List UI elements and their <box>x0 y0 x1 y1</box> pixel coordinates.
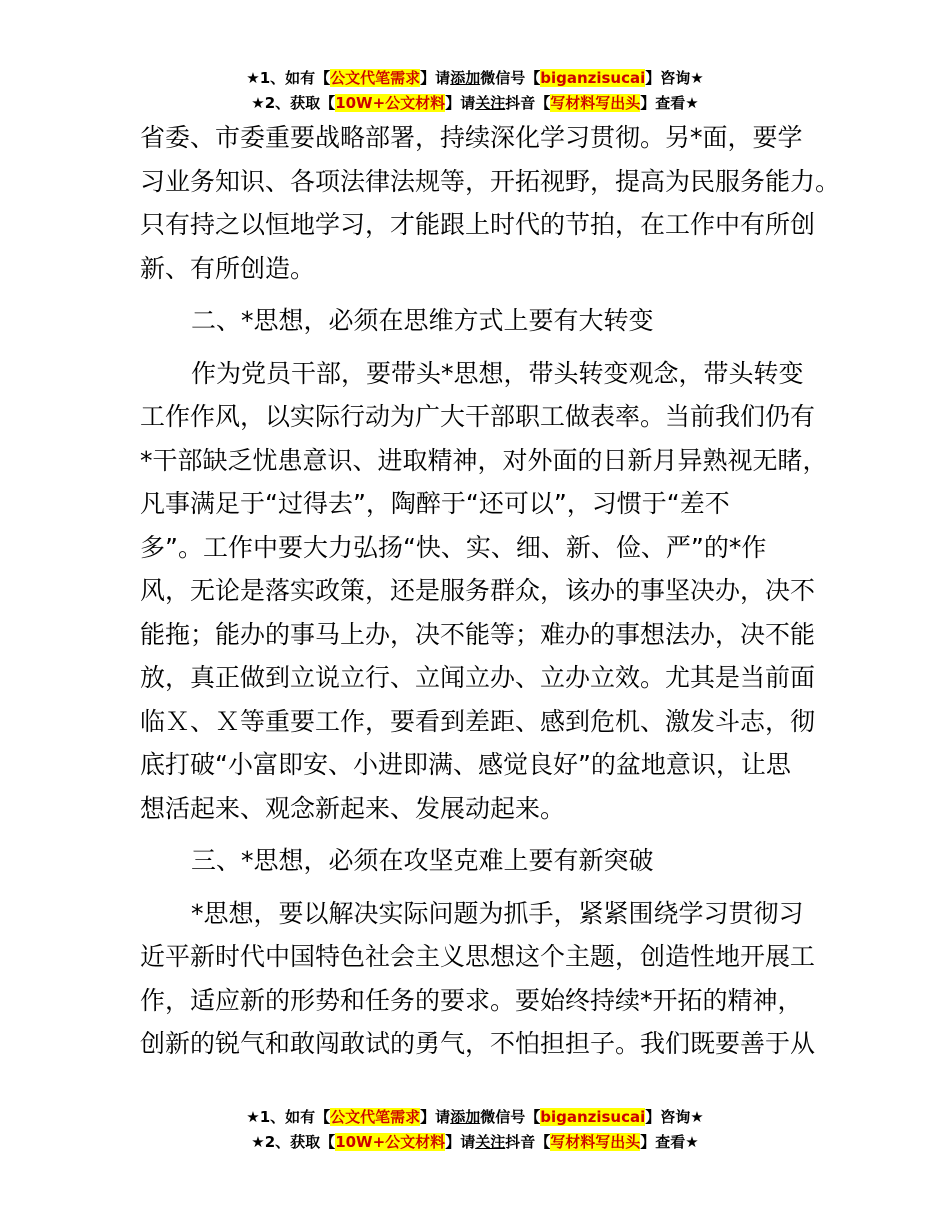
banner-highlight: biganzisucai <box>540 1108 646 1126</box>
banner-text: 】查看★ <box>640 94 699 112</box>
text-line: 作，适应新的形势和任务的要求。要始终持续*开拓的精神， <box>140 985 803 1015</box>
banner-text: 微信号【 <box>480 1108 541 1126</box>
banner-text: 】请 <box>445 1133 476 1151</box>
banner-text: 】请 <box>420 1108 451 1126</box>
banner-text: 微信号【 <box>480 69 541 87</box>
paragraph-1 <box>140 116 841 290</box>
text-line: *干部缺乏忧患意识、进取精神，对外面的日新月异熟视无睹， <box>140 445 828 475</box>
heading-text: 二、*思想，必须在思维方式上要有大转变 <box>191 306 654 335</box>
text-line: 多”。工作中要大力弘扬“快、实、细、新、俭、严”的*作 <box>140 532 767 562</box>
banner-highlight: 公文代笔需求 <box>330 1108 421 1126</box>
text-line: 风，无论是落实政策，还是服务群众，该办的事坚决办，决不 <box>140 576 816 605</box>
text-line: 习业务知识、各项法律法规等，开拓视野，提高为民服务能力。 <box>140 166 841 196</box>
banner-underline: 关注 <box>475 94 506 112</box>
banner-text: ★1、如有【 <box>246 1108 331 1126</box>
banner-highlight: 写材料写出头 <box>550 1133 641 1151</box>
banner-highlight: 10W+公文材料 <box>335 1133 446 1151</box>
banner-text: 】请 <box>420 69 451 87</box>
banner-text: ★2、获取【 <box>251 94 336 112</box>
banner-highlight: 公文代笔需求 <box>330 69 421 87</box>
banner-line-2 <box>0 1130 950 1155</box>
text-line: 创新的锐气和敢闯敢试的勇气，不怕担担子。我们既要善于从 <box>140 1029 816 1058</box>
text-line: 凡事满足于“过得去”，陶醉于“还可以”，习惯于“差不 <box>140 489 730 518</box>
paragraph-2 <box>140 352 828 831</box>
banner-text: 抖音【 <box>505 94 551 112</box>
banner-text: ★1、如有【 <box>246 69 331 87</box>
document-body <box>140 116 841 1066</box>
banner-text: ★2、获取【 <box>251 1133 336 1151</box>
footer-banner <box>0 1105 950 1155</box>
banner-text: 】查看★ <box>640 1133 699 1151</box>
banner-underline: 关注 <box>475 1133 506 1151</box>
banner-line-1 <box>0 66 950 91</box>
banner-line-1 <box>0 1105 950 1130</box>
banner-highlight: biganzisucai <box>540 69 646 87</box>
text-line: 只有持之以恒地学习，才能跟上时代的节拍，在工作中有所创 <box>140 210 816 239</box>
banner-text: 】咨询★ <box>645 1108 704 1126</box>
text-line: 放，真正做到立说立行、立闻立办、立办立效。尤其是当前面 <box>140 663 816 692</box>
text-line: 能拖；能办的事马上办，决不能等；难办的事想法办，决不能 <box>140 619 816 649</box>
banner-underline: 添加 <box>450 69 481 87</box>
banner-highlight: 10W+公文材料 <box>335 94 446 112</box>
heading-text: 三、*思想，必须在攻坚克难上要有新突破 <box>191 846 654 875</box>
text-line: 作为党员干部，要带头*思想，带头转变观念，带头转变 <box>191 358 804 388</box>
banner-text: 抖音【 <box>505 1133 551 1151</box>
text-line: 想活起来、观念新起来、发展动起来。 <box>140 793 566 823</box>
banner-underline: 添加 <box>450 1108 481 1126</box>
text-line: 工作作风，以实际行动为广大干部职工做表率。当前我们仍有 <box>140 402 816 431</box>
header-banner <box>0 66 950 116</box>
banner-text: 】咨询★ <box>645 69 704 87</box>
paragraph-3 <box>140 892 820 1066</box>
text-line: 近平新时代中国特色社会主义思想这个主题，创造性地开展工 <box>140 942 816 971</box>
section-heading-3 <box>140 839 820 883</box>
section-heading-2 <box>140 299 820 343</box>
text-line: *思想，要以解决实际问题为抓手，紧紧围绕学习贯彻习 <box>191 898 804 928</box>
text-line: 新、有所创造。 <box>140 253 316 283</box>
banner-highlight: 写材料写出头 <box>550 94 641 112</box>
banner-text: 】请 <box>445 94 476 112</box>
text-line: 临Ｘ、Ｘ等重要工作，要看到差距、感到危机、激发斗志，彻 <box>140 706 816 736</box>
banner-line-2 <box>0 91 950 116</box>
text-line: 省委、市委重要战略部署，持续深化学习贯彻。另*面，要学 <box>140 123 803 152</box>
text-line: 底打破“小富即安、小进即满、感觉良好”的盆地意识，让思 <box>140 750 791 779</box>
